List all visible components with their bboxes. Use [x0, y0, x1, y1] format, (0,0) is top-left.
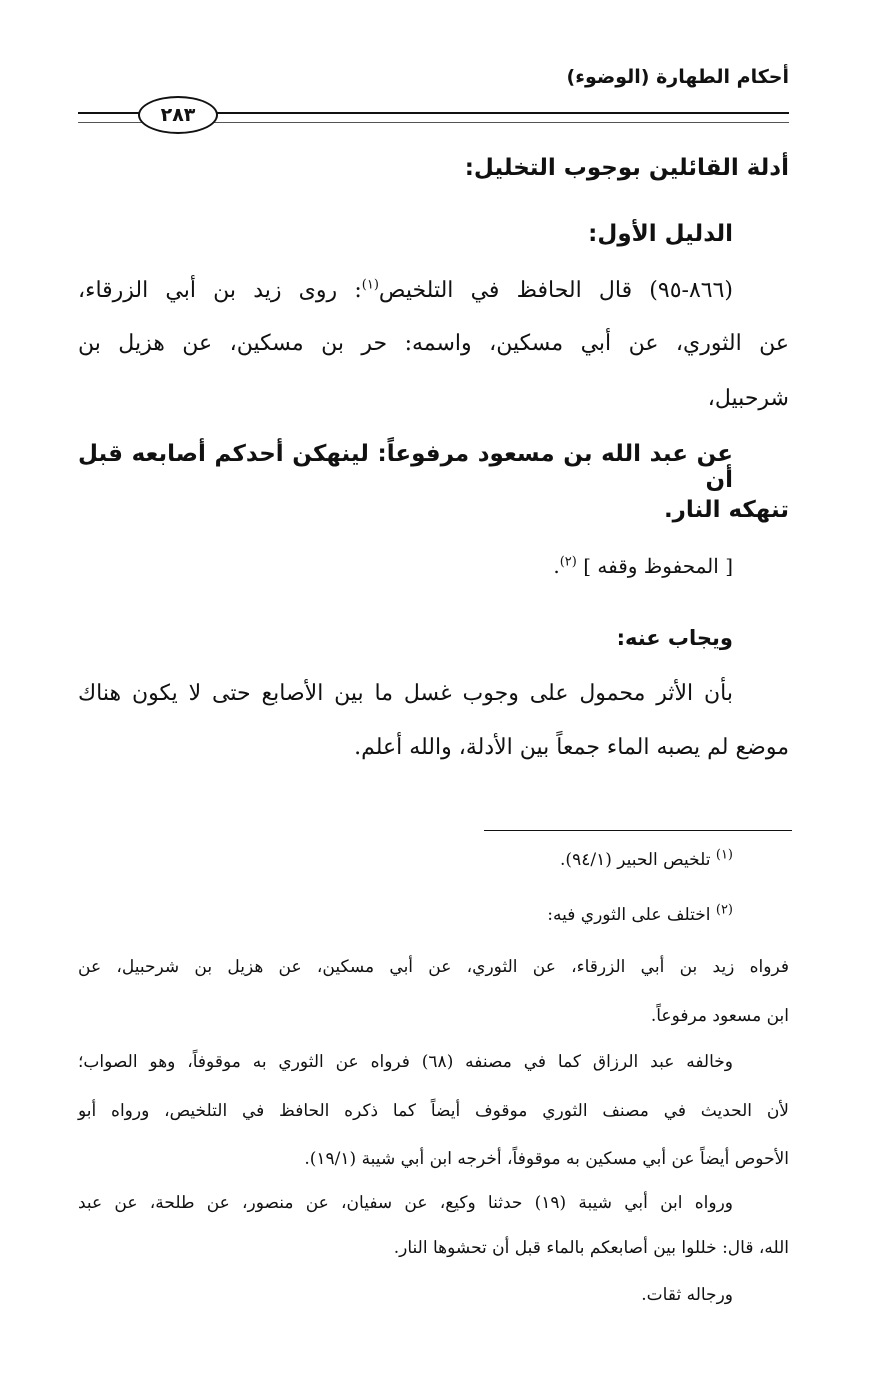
- section-heading: أدلة القائلين بوجوب التخليل:: [464, 155, 789, 181]
- footnote-2-para-1-line-1: فرواه زيد بن أبي الزرقاء، عن الثوري، عن أبي مسكين، عن هزيل بن شرحبيل، عن: [78, 957, 789, 977]
- footnote-2-para-3-line-3: ورجاله ثقات.: [641, 1285, 733, 1305]
- answer-line-2: موضع لم يصبه الماء جمعاً بين الأدلة، والله أعلم.: [354, 735, 789, 760]
- footnote-ref-2: (٢): [559, 554, 577, 570]
- footnote-1-marker: (١): [715, 847, 733, 863]
- footnote-2-para-3-line-1: ورواه ابن أبي شيبة (١٩) حدثنا وكيع، عن سفيان، عن منصور، عن طلحة، عن عبد: [78, 1193, 733, 1213]
- grading-text: [ المحفوظ وقفه ]: [583, 554, 733, 578]
- grading-end: .: [553, 554, 560, 578]
- footnote-2-para-2-line-1: وخالفه عبد الرزاق كما في مصنفه (٦٨) فرواه عن الثوري به موقوفاً، وهو الصواب؛: [78, 1052, 734, 1072]
- answer-line-1: بأن الأثر محمول على وجوب غسل ما بين الأصابع حتى لا يكون هناك: [78, 681, 733, 706]
- narration-line-2: عن الثوري، عن أبي مسكين، واسمه: حر بن مسكين، عن هزيل بن: [78, 331, 789, 356]
- hadith-line-1: عن عبد الله بن مسعود مرفوعاً: لينهكن أحدكم أصابعه قبل أن: [78, 441, 733, 493]
- footnote-2-para-2-line-3: الأحوص أيضاً عن أبي مسكين به موقوفاً، أخرجه ابن أبي شيبة (١٩/١).: [304, 1149, 789, 1169]
- narration-text-end: : روى زيد بن أبي الزرقاء،: [78, 278, 362, 303]
- grading-line: [553, 554, 733, 578]
- footnote-2: [547, 902, 733, 925]
- footnote-separator: [484, 830, 792, 831]
- narration-line-1: [78, 278, 733, 303]
- footnote-ref-1: (١): [361, 277, 379, 293]
- narration-line-3: شرحبيل،: [707, 386, 789, 411]
- footnote-2-para-3-line-2: الله، قال: خللوا بين أصابعكم بالماء قبل أن تحشوها النار.: [393, 1238, 789, 1258]
- footnote-2-marker: (٢): [715, 902, 733, 918]
- footnote-2-para-2-line-2: لأن الحديث في مصنف الثوري موقوف أيضاً كما ذكره الحافظ في التلخيص، ورواه أبو: [78, 1101, 789, 1121]
- footnote-1-text: تلخيص الحبير (٩٤/١).: [560, 850, 711, 870]
- footnote-2-text: اختلف على الثوري فيه:: [547, 905, 711, 925]
- footnote-2-para-1-line-2: ابن مسعود مرفوعاً.: [650, 1006, 789, 1026]
- footnote-1: [560, 847, 733, 870]
- answer-heading: ويجاب عنه:: [616, 626, 733, 650]
- evidence-heading: الدليل الأول:: [588, 221, 733, 247]
- running-title: أحكام الطهارة (الوضوء): [566, 66, 789, 88]
- page-number: ٢٨٣: [138, 96, 218, 134]
- hadith-line-2: تنهكه النار.: [663, 497, 789, 523]
- narration-text: (٨٦٦-٩٥) قال الحافظ في التلخيص: [378, 278, 734, 303]
